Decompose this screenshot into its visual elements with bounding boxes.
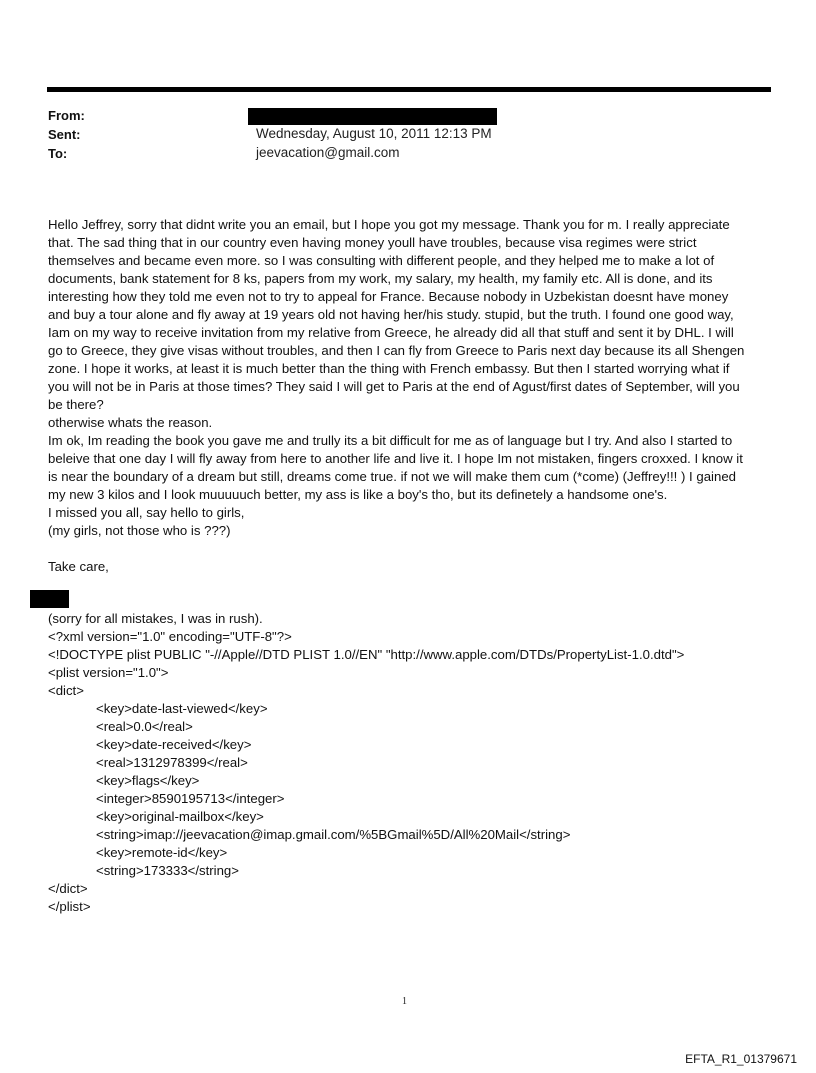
xml-line: <integer>8590195713</integer> — [96, 791, 285, 806]
body-line: be there? — [48, 397, 104, 412]
xml-line: <dict> — [48, 683, 84, 698]
xml-line: <key>remote-id</key> — [96, 845, 228, 860]
xml-line: <string>imap://jeevacation@imap.gmail.com/%5BGmail%5D/All%20Mail</string> — [96, 827, 571, 842]
to-label: To: — [48, 146, 68, 161]
sent-label: Sent: — [48, 127, 81, 142]
xml-line: </plist> — [48, 899, 91, 914]
xml-line: <key>original-mailbox</key> — [96, 809, 264, 824]
xml-line: <string>173333</string> — [96, 863, 239, 878]
body-line: Im ok, Im reading the book you gave me and trully its a bit difficult for me as of language but I try. And also I started to — [48, 433, 733, 448]
body-line: go to Greece, they give visas without troubles, and then I can fly from Greece to Paris next day because its all Shengen — [48, 343, 745, 358]
body-line: my new 3 kilos and I look muuuuuch better, my ass is like a boy's tho, but its definetely a handsome one's. — [48, 487, 668, 502]
body-line: that. The sad thing that in our country even having money youll have troubles, because visa regimes were strict — [48, 235, 697, 250]
xml-line: <real>0.0</real> — [96, 719, 193, 734]
from-redaction — [248, 108, 497, 125]
body-line: (my girls, not those who is ???) — [48, 523, 231, 538]
xml-line: <key>flags</key> — [96, 773, 200, 788]
body-line: and buy a tour alone and fly away at 19 years old not having her/his study. stupid, but the truth. I found one good way, — [48, 307, 734, 322]
body-line: interesting how they told me even not to try to appeal for France. Because nobody in Uzbekistan doesnt have money — [48, 289, 729, 304]
xml-line: <key>date-last-viewed</key> — [96, 701, 268, 716]
sent-value: Wednesday, August 10, 2011 12:13 PM — [256, 126, 492, 141]
xml-line: <real>1312978399</real> — [96, 755, 248, 770]
document-id: EFTA_R1_01379671 — [685, 1052, 797, 1066]
postscript: (sorry for all mistakes, I was in rush). — [48, 611, 263, 626]
page-number: 1 — [402, 996, 407, 1007]
header-rule — [47, 87, 771, 92]
body-line: Hello Jeffrey, sorry that didnt write you an email, but I hope you got my message. Thank you for m. I really appreciate — [48, 217, 730, 232]
closing: Take care, — [48, 559, 109, 574]
email-body — [48, 216, 772, 576]
body-line: zone. I hope it works, at least it is much better than the thing with French embassy. But then I started worrying what if — [48, 361, 730, 376]
xml-line: <plist version="1.0"> — [48, 665, 169, 680]
body-line: Iam on my way to receive invitation from my relative from Greece, he already did all that stuff and sent it by DHL. I will — [48, 325, 734, 340]
xml-line: </dict> — [48, 881, 88, 896]
body-line: beleive that one day I will fly away from here to another life and live it. I hope Im not mistaken, fingers croxxed. I know it — [48, 451, 743, 466]
body-line: otherwise whats the reason. — [48, 415, 213, 430]
body-line: I missed you all, say hello to girls, — [48, 505, 245, 520]
from-label: From: — [48, 108, 85, 123]
xml-line: <!DOCTYPE plist PUBLIC "-//Apple//DTD PLIST 1.0//EN" "http://www.apple.com/DTDs/PropertyList-1.0.dtd"> — [48, 647, 685, 662]
body-line: is near the boundary of a dream but still, dreams come true. if not we will make them cum (*come) (Jeffrey!!! ) I gained — [48, 469, 736, 484]
xml-line: <key>date-received</key> — [96, 737, 252, 752]
xml-line: <?xml version="1.0" encoding="UTF-8"?> — [48, 629, 292, 644]
to-value: jeevacation@gmail.com — [256, 145, 400, 160]
body-line: you will not be in Paris at those times? They said I will get to Paris at the end of Agust/first dates of September, will you — [48, 379, 740, 394]
plist-block — [48, 610, 684, 916]
signature-redaction — [30, 590, 69, 608]
body-line: documents, bank statement for 8 ks, papers from my work, my salary, my health, my family etc. All is done, and its — [48, 271, 713, 286]
body-line: themselves and became even more. so I was consulting with different people, and they helped me to make a lot of — [48, 253, 715, 268]
